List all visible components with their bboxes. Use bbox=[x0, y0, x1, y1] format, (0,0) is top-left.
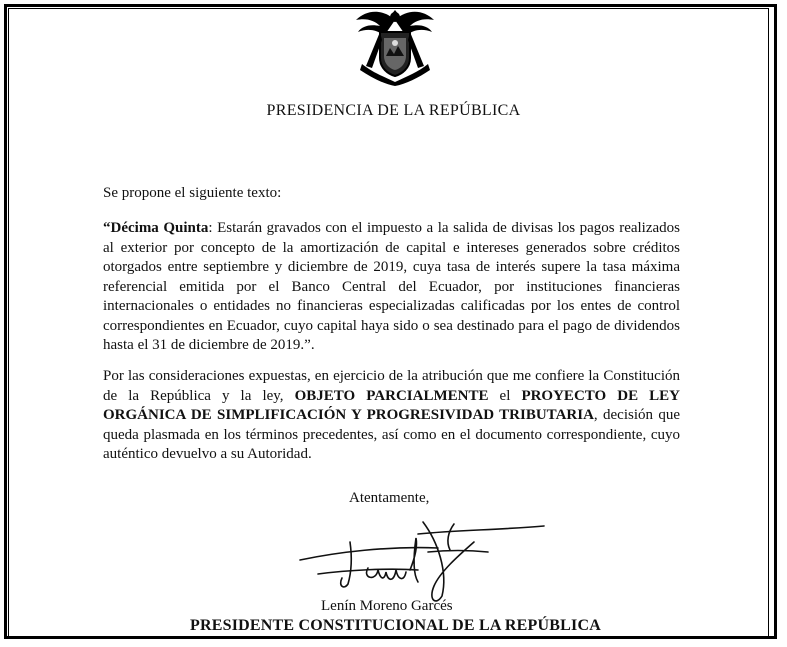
objection-phrase: OBJETO PARCIALMENTE bbox=[294, 387, 489, 404]
provision-body: : Estarán gravados con el impuesto a la salida de divisas los pagos realizados al exterior por concepto de la amortización de capital e intereses generados sobre créditos otorgados entre septiembre y diciembre de 2019, cuya tasa de interés supere la tasa máxima referencial emitida por el Banco Central del Ecuador, por instituciones financieras internacionales o entidades no financieras especializadas calificadas por los entes de control correspondientes en Ecuador, cuyo capital haya sido o sea destinado para el pago de dividendos hasta el 31 de diciembre de 2019.”. bbox=[103, 220, 680, 353]
considerations-part3: , decisión que queda plasmada en los términos precedentes, así como en el documento correspondiente, cuyo auténtico devuelvo a su Autoridad. bbox=[103, 407, 680, 462]
coat-of-arms-seal bbox=[352, 6, 438, 86]
considerations-part1: Por las consideraciones expuestas, en ejercicio de la atribución que me confiere la Constitución de la República y la ley, bbox=[103, 368, 680, 404]
signer-name: Lenín Moreno Garcés bbox=[321, 598, 453, 614]
considerations-part2: el bbox=[488, 387, 522, 404]
handwritten-signature bbox=[298, 512, 548, 612]
institution-header: PRESIDENCIA DE LA REPÚBLICA bbox=[266, 102, 521, 119]
intro-text: Se propone el siguiente texto: bbox=[103, 185, 282, 201]
provision-heading: “Décima Quinta bbox=[103, 220, 209, 236]
considerations-paragraph bbox=[103, 367, 680, 465]
signer-title: PRESIDENTE CONSTITUCIONAL DE LA REPÚBLICA bbox=[190, 617, 601, 634]
law-name: PROYECTO DE LEY ORGÁNICA DE SIMPLIFICACIÓN Y PROGRESIVIDAD TRIBUTARIA bbox=[103, 387, 680, 423]
closing-salutation: Atentamente, bbox=[349, 490, 430, 506]
quoted-provision bbox=[103, 219, 680, 356]
